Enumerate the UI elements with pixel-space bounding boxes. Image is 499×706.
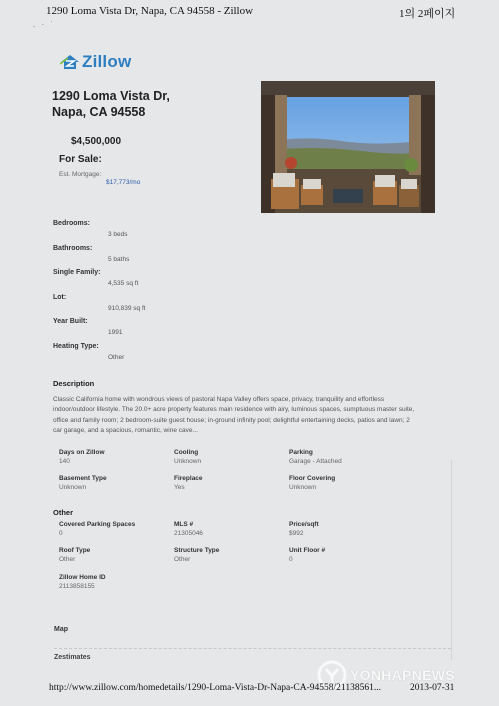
detail-value: Unknown	[59, 484, 87, 491]
other-value: 2113858155	[59, 583, 95, 590]
detail-label: Floor Covering	[289, 475, 336, 482]
fact-value: 4,535 sq ft	[108, 280, 139, 287]
detail-value: Garage - Attached	[289, 458, 342, 465]
detail-parking	[289, 449, 342, 465]
patio-view-image	[261, 81, 435, 213]
detail-label: Cooling	[174, 449, 199, 456]
other-mls	[174, 521, 203, 537]
est-mortgage-link[interactable]: $17,773/mo	[106, 179, 141, 186]
fact-label: Year Built:	[53, 318, 88, 325]
other-covered-parking	[59, 521, 135, 537]
facts-list	[53, 220, 253, 367]
watermark-text: YONHAPNEWS	[350, 667, 455, 683]
other-value: $992	[289, 530, 304, 537]
other-label: MLS #	[174, 521, 194, 528]
listing-price: $4,500,000	[71, 136, 122, 147]
print-footer-date: 2013-07-31	[410, 683, 455, 693]
other-label: Structure Type	[174, 547, 220, 554]
map-divider	[54, 648, 451, 649]
fact-value: Other	[108, 353, 125, 361]
listing-photo[interactable]	[261, 81, 435, 213]
fact-year-built	[53, 318, 253, 343]
detail-cooling	[174, 449, 201, 465]
fact-value: 910,839 sq ft	[108, 304, 146, 312]
detail-value: 140	[59, 458, 70, 465]
other-roof-type	[59, 547, 90, 563]
fact-value: 3 beds	[108, 231, 128, 238]
other-value: 0	[289, 556, 293, 563]
detail-label: Days on Zillow	[59, 449, 105, 456]
print-page-counter: 1의 2페이지	[399, 8, 456, 20]
fact-bedrooms	[53, 220, 253, 245]
fact-lot	[53, 294, 253, 319]
other-label: Price/sqft	[289, 521, 319, 528]
listing-address	[52, 88, 170, 120]
other-zillow-home-id	[59, 574, 106, 590]
other-value: Other	[59, 556, 76, 563]
print-footer-url: http://www.zillow.com/homedetails/1290-Loma-Vista-Dr-Napa-CA-94558/21138561...	[49, 683, 381, 693]
listing-status: For Sale:	[59, 154, 102, 165]
detail-basement-type	[59, 475, 107, 491]
zillow-house-icon	[60, 54, 80, 70]
address-line-1: 1290 Loma Vista Dr,	[52, 89, 170, 103]
detail-floor-covering	[289, 475, 335, 491]
other-value: Other	[174, 556, 191, 563]
detail-label: Fireplace	[174, 475, 203, 482]
detail-label: Parking	[289, 449, 313, 456]
fact-label: Heating Type:	[53, 342, 99, 350]
fact-value: 1991	[108, 329, 123, 336]
fact-single-family	[53, 269, 253, 294]
other-value: 21305046	[174, 530, 203, 537]
fact-value: 5 baths	[108, 255, 130, 263]
fact-label: Bedrooms:	[53, 220, 90, 227]
zillow-logo[interactable]	[60, 52, 131, 72]
fact-bathrooms	[53, 245, 253, 270]
detail-value: Yes	[174, 484, 185, 491]
other-label: Zillow Home ID	[59, 574, 106, 581]
other-label: Roof Type	[59, 547, 91, 554]
fact-label: Lot:	[53, 293, 67, 301]
zillow-wordmark: Zillow	[82, 52, 132, 71]
detail-value: Unknown	[289, 484, 317, 491]
other-value: 0	[59, 530, 63, 537]
scan-specks: . · ˙	[33, 20, 55, 29]
print-header-title: 1290 Loma Vista Dr, Napa, CA 94558 - Zillow	[46, 5, 254, 17]
detail-label: Basement Type	[59, 475, 107, 482]
fact-heating-type	[53, 343, 253, 368]
description-heading: Description	[53, 379, 95, 388]
detail-fireplace	[174, 475, 203, 491]
map-heading: Map	[54, 626, 68, 633]
fact-label: Single Family:	[53, 269, 101, 276]
other-label: Covered Parking Spaces	[59, 521, 136, 528]
zestimates-heading: Zestimates	[54, 654, 91, 661]
detail-value: Unknown	[174, 458, 202, 465]
address-line-2: Napa, CA 94558	[52, 105, 146, 119]
other-label: Unit Floor #	[289, 547, 326, 554]
other-price-per-sqft	[289, 521, 319, 537]
page-edge-line	[451, 460, 452, 660]
description-text: Classic California home with wondrous views of pastoral Napa Valley offers space, privacy, tranquility and effortless indoor/outdoor lifestyle. The 20.0+ acre property features main residence with airy, luminous spaces, sumptuous master suite, office and family room; 2 bedroom-suite guest house; in-ground infinity pool; delightful entertaining decks, patios and lawn; 2 car garage, and a spacious, romantic, wine cave...	[53, 396, 415, 434]
other-heading: Other	[53, 508, 74, 517]
fact-label: Bathrooms:	[53, 244, 93, 252]
other-structure-type	[174, 547, 219, 563]
other-unit-floor	[289, 547, 325, 563]
detail-days-on-zillow	[59, 449, 105, 465]
est-mortgage-label: Est. Mortgage:	[59, 171, 102, 178]
